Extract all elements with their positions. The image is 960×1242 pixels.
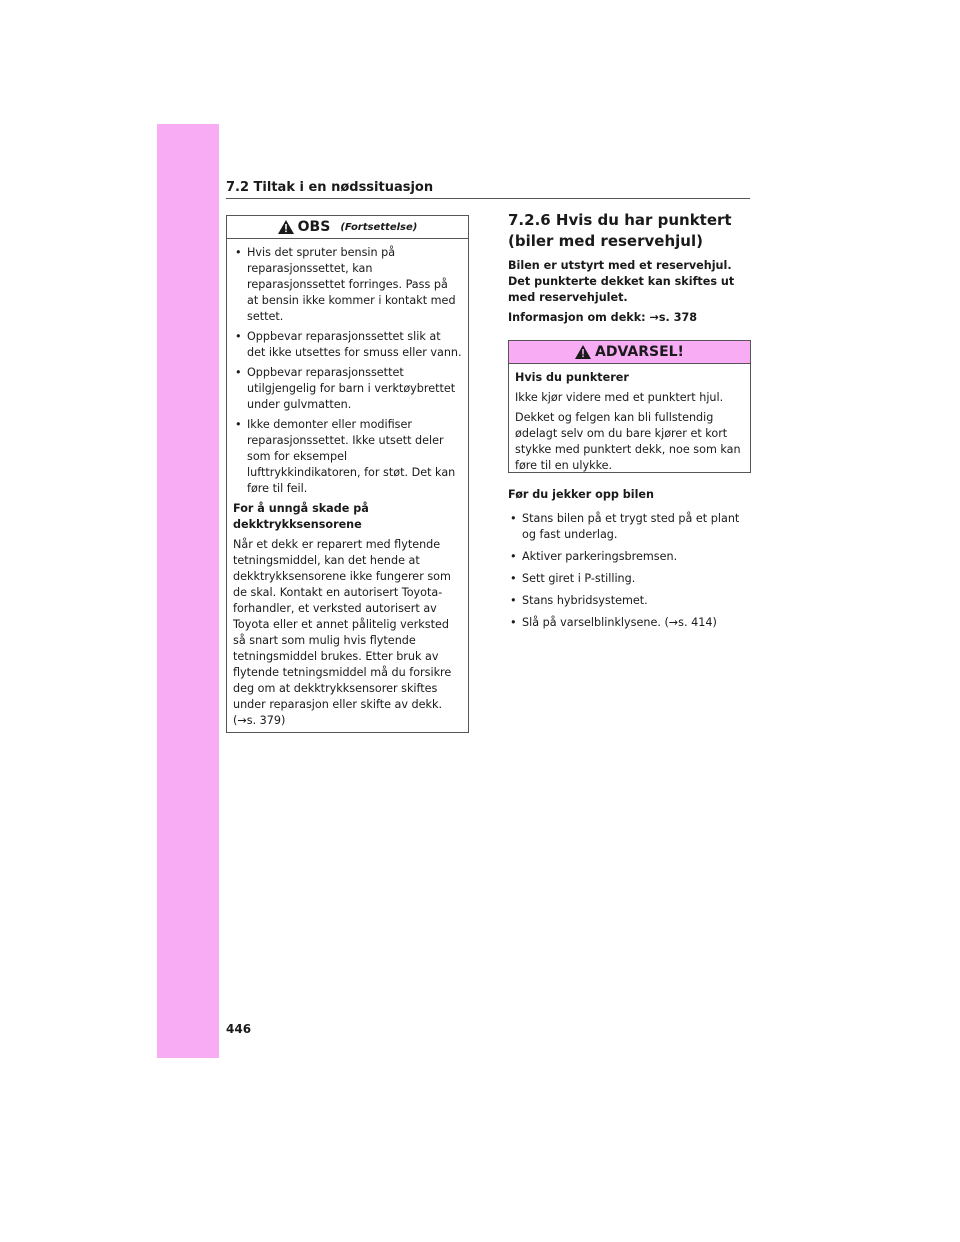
steps-heading: Før du jekker opp bilen bbox=[508, 488, 654, 501]
list-item: • Stans hybridsystemet. bbox=[510, 594, 648, 607]
list-item: • Oppbevar reparasjonssettet utilgjengelig for barn i verktøybrettet under gulvmatten. bbox=[235, 366, 456, 411]
warning-subheading: Hvis du punkterer bbox=[515, 371, 629, 384]
list-item: • Ikke demonter eller modifiser reparasjonssettet. Ikke utsett deler som for eksempel lufttrykkindikatoren, for støt. Det kan føre til feil. bbox=[235, 418, 456, 495]
page-number: 446 bbox=[226, 1022, 252, 1036]
list-item: • Oppbevar reparasjonssettet slik at det ikke utsettes for smuss eller vann. bbox=[235, 330, 462, 359]
warning-header bbox=[509, 341, 750, 364]
warning-paragraph-1: Ikke kjør videre med et punktert hjul. bbox=[515, 391, 724, 404]
warning-body bbox=[509, 364, 750, 474]
obs-subheading: For å unngå skade på dekktrykksensorene bbox=[233, 502, 369, 531]
warning-paragraph-2: Dekket og felgen kan bli fullstendig ødelagt selv om du bare kjører et kort stykke med punktert dekk, noe som kan føre til en ulykke. bbox=[515, 411, 741, 472]
obs-notice-box bbox=[226, 215, 469, 733]
obs-body bbox=[227, 239, 468, 729]
section-intro: Bilen er utstyrt med et reservehjul. Det punkterte dekket kan skiftes ut med reservehjulet. bbox=[508, 259, 735, 304]
obs-continued-label: (Fortsettelse) bbox=[340, 221, 418, 233]
section-title: 7.2.6 Hvis du har punktert (biler med reservehjul) bbox=[508, 211, 732, 250]
list-item: • Aktiver parkeringsbremsen. bbox=[510, 550, 678, 563]
warning-triangle-icon bbox=[575, 345, 591, 359]
list-item: • Slå på varselblinklysene. (→s. 414) bbox=[510, 616, 717, 629]
obs-paragraph: Når et dekk er reparert med flytende tetningsmiddel, kan det hende at dekktrykksensorene ikke fungerer som de skal. Kontakt en autorisert Toyota-forhandler, et verksted autorisert av Toyota eller et annet pålitelig verksted så snart som mulig hvis flytende tetningsmiddel brukes. Etter bruk av flytende tetningsmiddel må du forsikre deg om at dekktrykksensorer skiftes under reparasjon eller skifte av dekk. (→s. 379) bbox=[233, 538, 452, 727]
steps-list bbox=[508, 511, 748, 637]
tire-info-link[interactable]: Informasjon om dekk: →s. 378 bbox=[508, 311, 698, 324]
warning-triangle-icon bbox=[278, 220, 294, 234]
list-item: • Sett giret i P-stilling. bbox=[510, 572, 636, 585]
warning-title: ADVARSEL! bbox=[595, 344, 684, 360]
page-header-title: 7.2 Tiltak i en nødssituasjon bbox=[226, 180, 750, 199]
obs-header bbox=[227, 216, 468, 239]
list-item: • Stans bilen på et trygt sted på et plant og fast underlag. bbox=[510, 512, 740, 541]
side-tab-strip bbox=[157, 124, 219, 1058]
list-item: • Hvis det spruter bensin på reparasjonssettet, kan reparasjonssettet forringes. Pass på at bensin ikke kommer i kontakt med settet. bbox=[235, 246, 456, 323]
warning-box bbox=[508, 340, 751, 473]
obs-title: OBS bbox=[297, 219, 331, 235]
